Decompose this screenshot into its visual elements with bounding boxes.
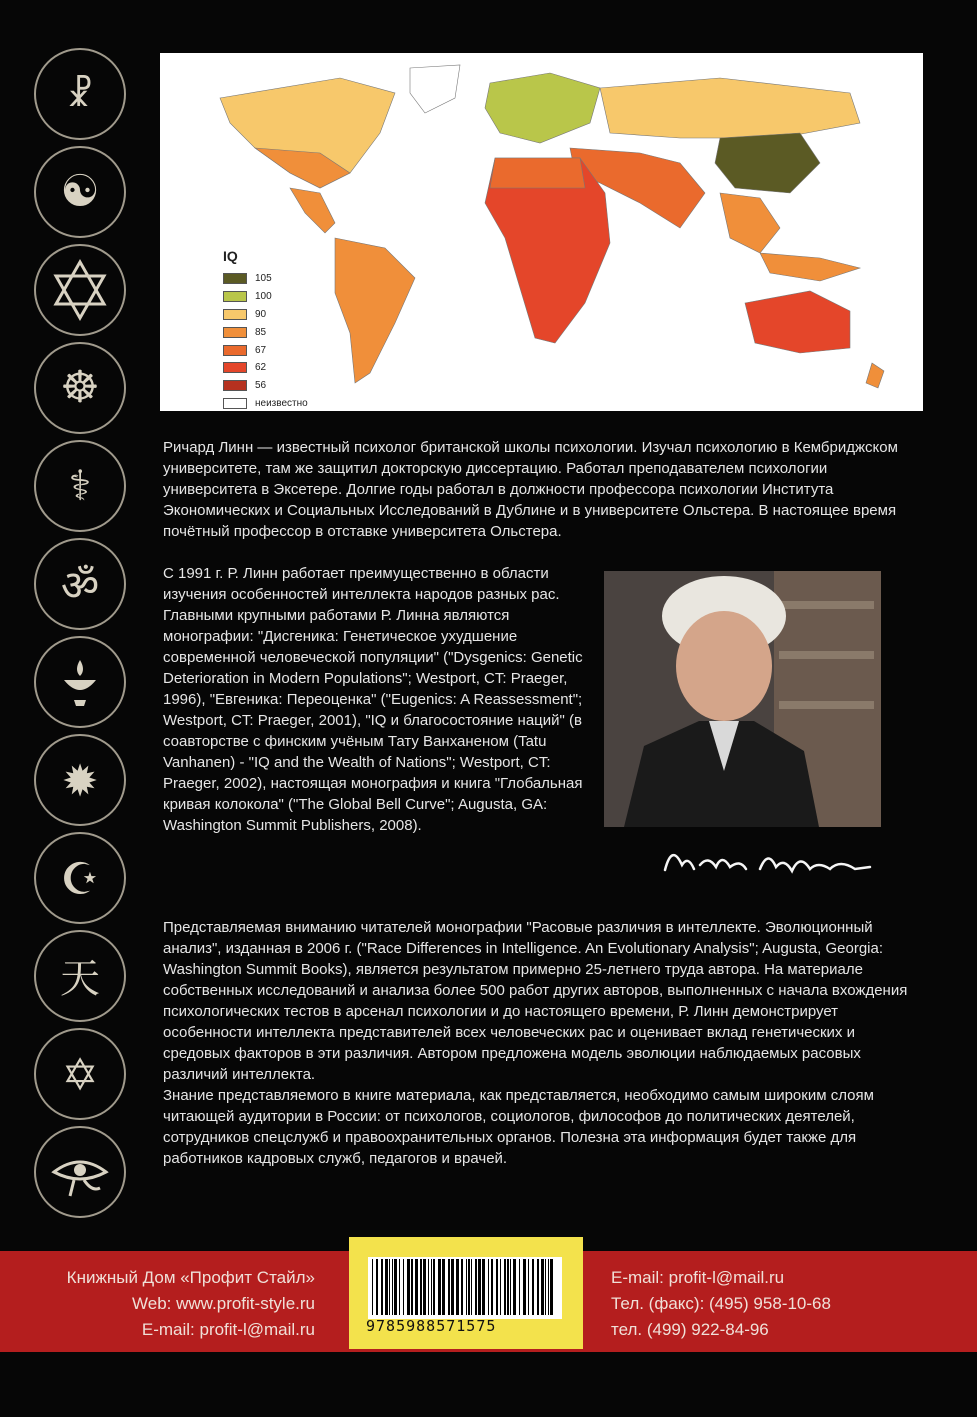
barcode-bar [420,1259,422,1315]
svg-text:☸: ☸ [60,362,100,413]
legend-title: IQ [223,248,238,264]
barcode-bar [537,1259,539,1315]
barcode-bar [519,1259,520,1315]
barcode-bar [451,1259,454,1315]
contact-info [611,1265,831,1343]
legend-swatch [223,398,247,409]
lamp-icon [34,636,126,728]
publisher-info [18,1265,315,1343]
nine-point-star-icon [34,734,126,826]
bio-text: Ричард Линн — известный психолог британской школы психологии. Изучал психологию в Кембриджском университете, там же защитил докторскую диссертацию. Работал преподавателем психологии университета в Эксетере. Долгие годы работал в должности профессора психологии Института Экономических и Социальных Исследований в Дублине и в университете Ольстера. В настоящее время почётный профессор в отставке университета Ольстера. [163,439,898,540]
legend-label: 67 [255,344,267,356]
barcode-bar [548,1259,549,1315]
barcode-bar [411,1259,413,1315]
eye-of-horus-icon [34,1126,126,1218]
legend-swatch [223,273,247,284]
barcode-bar [456,1259,459,1315]
barcode-bar [523,1259,526,1315]
legend-row [223,359,308,377]
legend-row [223,395,308,413]
barcode-bar [399,1259,400,1315]
religious-symbols-column [34,48,130,1224]
author-photo [604,571,881,827]
book-description [163,917,923,1169]
legend-swatch [223,345,247,356]
star-crescent-icon [34,832,126,924]
barcode-bar [428,1259,429,1315]
barcode-bar [381,1259,383,1315]
publisher-name: Книжный Дом «Профит Стайл» [66,1268,315,1287]
legend-swatch [223,327,247,338]
barcode-bar [468,1259,470,1315]
barcode-area [349,1237,583,1349]
publisher-email[interactable]: E-mail: profit-l@mail.ru [141,1320,315,1339]
svg-text:⚕: ⚕ [68,461,92,510]
barcode-bar [433,1259,435,1315]
barcode-bar [376,1259,378,1315]
isbn-number: 9785988571575 [366,1317,497,1335]
yin-yang-icon [34,146,126,238]
barcode-bar [550,1259,553,1315]
legend-swatch [223,291,247,302]
barcode-bar [394,1259,397,1315]
barcode-bar [448,1259,450,1315]
legend-row [223,270,308,288]
barcode-bar [482,1259,485,1315]
chinese-character-icon [34,930,126,1022]
svg-text:✹: ✹ [61,756,99,807]
barcode-bar [466,1259,467,1315]
publisher-web[interactable]: Web: www.profit-style.ru [132,1294,315,1313]
works-text: С 1991 г. Р. Линн работает преимущественно в области изучения особенностей интеллекта народов разных рас. Главными крупными работами Р. Линна являются монографии: "Дисгеника: Генетическое ухудшение современной человеческой популяции" ("Dysgenics: Genetic Deterioration in Modern Populations"; Westport, CT: Praeger, 1996), "Евгеника: Переоценка" ("Eugenics: A Reassessment"; Westport, CT: Praeger, 2001), "IQ и благосостояние наций" (в соавторстве с финским учёным Тату Ванханеном (Tatu Vanhanen) - "IQ and the Wealth of Nations"; Westport, CT: Praeger, 2002), настоящая монография и книга "Глобальная кривая колокола" ("The Global Bell Curve"; Augusta, GA: Washington Summit Publishers, 2008). [163,565,583,834]
map-legend [223,248,308,412]
barcode-bar [385,1259,388,1315]
contact-phone-fax: Тел. (факс): (495) 958-10-68 [611,1294,831,1313]
barcode-bar [532,1259,534,1315]
svg-text:☧: ☧ [66,75,94,115]
barcode [368,1257,562,1319]
barcode-bar [510,1259,511,1315]
barcode-bar [392,1259,393,1315]
legend-label: 85 [255,326,267,338]
barcode-bar [491,1259,493,1315]
svg-text:天: 天 [60,956,100,1002]
barcode-bar [545,1259,546,1315]
legend-swatch [223,380,247,391]
barcode-bar [541,1259,544,1315]
barcode-bar [438,1259,441,1315]
svg-text:☯: ☯ [60,166,100,217]
legend-label: 105 [255,273,272,285]
barcode-bar [475,1259,477,1315]
contact-email[interactable]: E-mail: profit-l@mail.ru [611,1268,785,1287]
barcode-bar [478,1259,481,1315]
barcode-bar [528,1259,529,1315]
barcode-bar [442,1259,445,1315]
barcode-bar [461,1259,463,1315]
contact-phone: тел. (499) 922-84-96 [611,1320,769,1339]
barcode-bar [423,1259,426,1315]
barcode-bar [415,1259,418,1315]
barcode-bar [500,1259,501,1315]
barcode-bar [496,1259,498,1315]
legend-swatch [223,309,247,320]
svg-text:✡: ✡ [61,1050,99,1101]
om-icon [34,538,126,630]
barcode-bar [488,1259,489,1315]
barcode-bar [471,1259,472,1315]
legend-label: 100 [255,291,272,303]
barcode-bar [389,1259,390,1315]
barcode-bar [372,1259,373,1315]
barcode-bar [431,1259,432,1315]
dharma-wheel-icon [34,342,126,434]
legend-label: 62 [255,362,267,374]
barcode-bar [513,1259,516,1315]
barcode-bar [504,1259,506,1315]
audience-text: Знание представляемого в книге материала, как представляется, необходимо самым широким слоям читающей аудитории в России: от психологов, социологов, философов до политических деятелей, сотрудников спецслужб и правоохранительных органов. Полезна эта информация будет также для работников кадровых служб, педагогов и врачей. [163,1087,874,1167]
star-of-david-om-icon [34,244,126,336]
author-works-paragraph [163,563,593,836]
author-signature [660,835,880,885]
barcode-bar [407,1259,410,1315]
legend-label: неизвестно [255,397,308,409]
barcode-bar [507,1259,509,1315]
legend-row [223,288,308,306]
caduceus-icon [34,440,126,532]
chi-rho-icon [34,48,126,140]
legend-row [223,377,308,395]
legend-row [223,323,308,341]
author-bio-paragraph [163,437,923,542]
svg-text:☪: ☪ [60,854,100,905]
legend-swatch [223,362,247,373]
description-text: Представляемая вниманию читателей монографии "Расовые различия в интеллекте. Эволюционный анализ", изданная в 2006 г. ("Race Differences in Intelligence. An Evolutionary Analysis"; Augusta, Georgia: Washington Summit Books), является результатом примерно 25-летнего труда автора. На материале собственных исследований и анализа более 500 работ других авторов, выполненных с начала вхождения психологических тестов в арсенал психологии и до настоящего времени, Р. Линн демонстрирует особенности интеллекта представителей всех человеческих рас и оценивает вклад генетических и средовых факторов в эти различия. Автором предложена модель эволюции наблюдаемых расовых различий интеллекта. [163,919,908,1083]
svg-text:ॐ: ॐ [60,561,100,610]
barcode-bar [403,1259,404,1315]
world-iq-map [160,53,923,411]
legend-label: 90 [255,308,267,320]
hexagram-icon [34,1028,126,1120]
legend-row [223,341,308,359]
legend-label: 56 [255,380,267,392]
legend-row [223,306,308,324]
